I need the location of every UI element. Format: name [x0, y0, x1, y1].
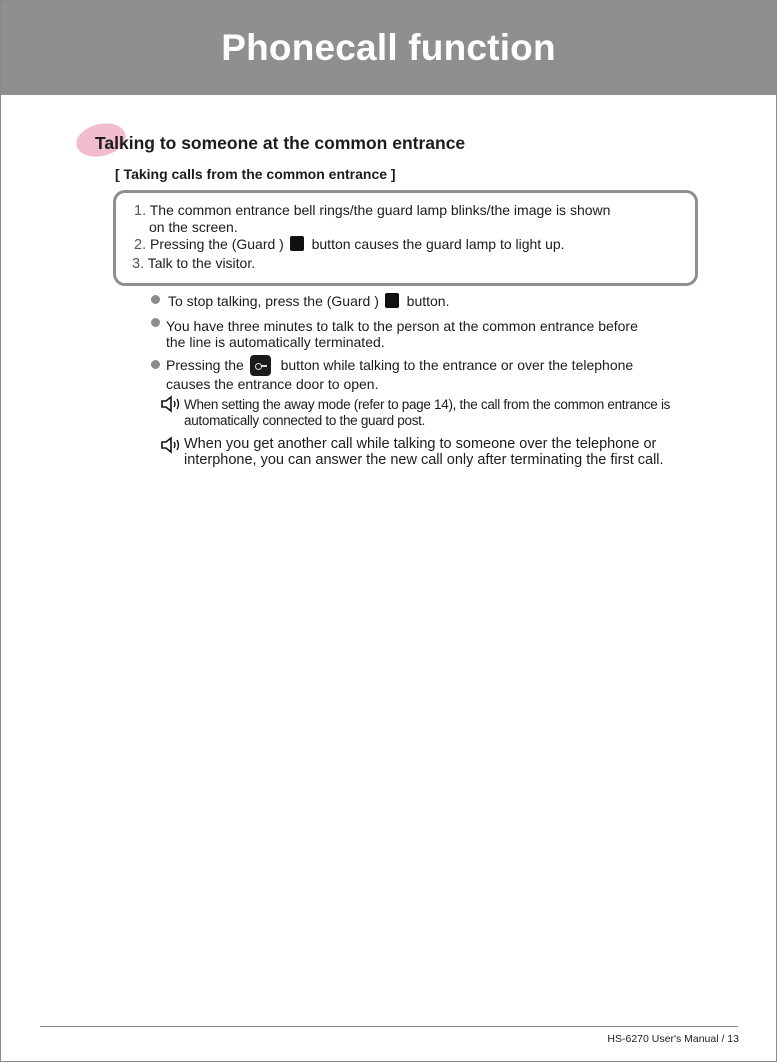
- step-2: [134, 236, 565, 253]
- header-band: [1, 1, 776, 95]
- door-key-button-icon: [250, 355, 271, 376]
- page-title: Phonecall function: [221, 27, 556, 68]
- note-text: When setting the away mode (refer to page 14), the call from the common entrance is: [184, 397, 671, 412]
- note-item: [184, 436, 694, 468]
- bullet-text-continued: causes the entrance door to open.: [166, 376, 379, 392]
- note-text-continued: automatically connected to the guard post.: [184, 413, 426, 428]
- speaker-note-icon: [160, 436, 182, 454]
- step-1: [134, 202, 654, 235]
- step-3: [132, 255, 255, 272]
- bullet-text-continued: button.: [406, 293, 450, 309]
- bullet-item: [166, 355, 686, 392]
- section-title: Talking to someone at the common entrance: [95, 133, 466, 153]
- bullet-text: Pressing the: [166, 357, 244, 373]
- bullet-dot: [151, 318, 160, 327]
- step-number: 1.: [134, 203, 147, 219]
- step-text-continued: button causes the guard lamp to light up.: [311, 236, 565, 252]
- step-text: The common entrance bell rings/the guard lamp blinks/the image is shown: [149, 202, 611, 218]
- bullet-dot: [151, 360, 160, 369]
- note-text: When you get another call while talking to someone over the telephone or: [184, 436, 657, 452]
- speaker-note-icon: [160, 395, 182, 413]
- bullet-text: You have three minutes to talk to the person at the common entrance before: [166, 318, 638, 334]
- step-text-continued: on the screen.: [149, 219, 238, 235]
- step-number: 2.: [134, 237, 147, 253]
- footer-page-info: HS-6270 User's Manual / 13: [607, 1033, 739, 1045]
- bullet-text-continued: button while talking to the entrance or over the telephone: [280, 357, 634, 373]
- note-item: [184, 397, 694, 429]
- sub-heading: [ Taking calls from the common entrance ]: [115, 166, 396, 182]
- steps-box: [113, 190, 698, 286]
- guard-button-icon: [290, 236, 304, 251]
- guard-button-icon: [385, 293, 399, 308]
- bullet-item: [166, 318, 686, 350]
- bullet-dot: [151, 295, 160, 304]
- step-text: Talk to the visitor.: [147, 255, 256, 271]
- note-text-continued: interphone, you can answer the new call only after terminating the first call.: [184, 452, 664, 468]
- bullet-text: To stop talking, press the (Guard ): [168, 293, 379, 309]
- step-number: 3.: [132, 256, 145, 272]
- footer-rule: [40, 1026, 738, 1027]
- step-text: Pressing the (Guard ): [149, 236, 284, 252]
- bullet-text-continued: the line is automatically terminated.: [166, 334, 385, 350]
- bullet-item: [168, 293, 449, 309]
